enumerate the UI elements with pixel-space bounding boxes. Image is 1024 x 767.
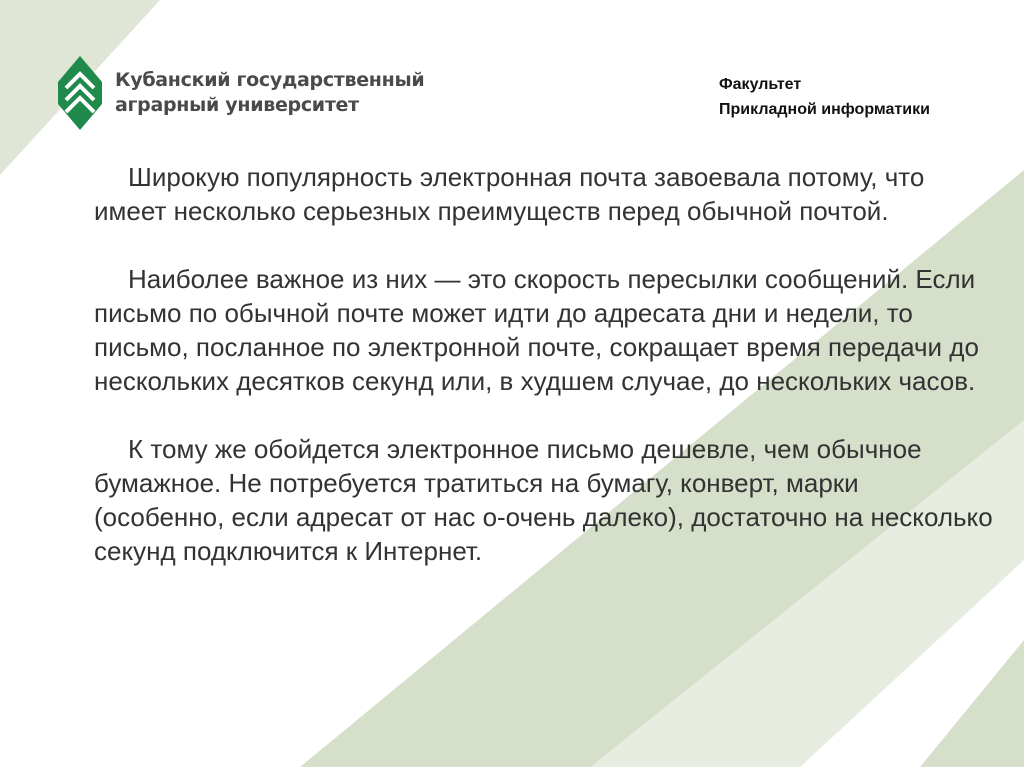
university-name-line2: аграрный университет [115,94,359,116]
faculty-title-line1: Факультет [719,76,802,93]
university-logo-icon [58,56,102,130]
paragraph-advantages: Широкую популярность электронная почта завоевала потому, что имеет несколько серьезных преимуществ перед обычной почтой. [94,162,925,226]
faculty-title [719,72,930,122]
slide-body [94,160,994,568]
paragraph-cost: К тому же обойдется электронное письмо дешевле, чем обычное бумажное. Не потребуется тратиться на бумагу, конверт, марки (особенно, если адресат от нас о-очень далеко), достаточно на несколько секунд подключится к Интернет. [94,434,993,566]
university-name-line1: Кубанский государственный [115,69,425,91]
paragraph-speed: Наиболее важное из них — это скорость пересылки сообщений. Если письмо по обычной почте может идти до адресата дни и недели, то письмо, посланное по электронной почте, сокращает время передачи до нескольких десятков секунд или, в худшем случае, до нескольких часов. [94,264,979,396]
university-name [115,68,424,118]
faculty-title-line2: Прикладной информатики [719,101,930,118]
